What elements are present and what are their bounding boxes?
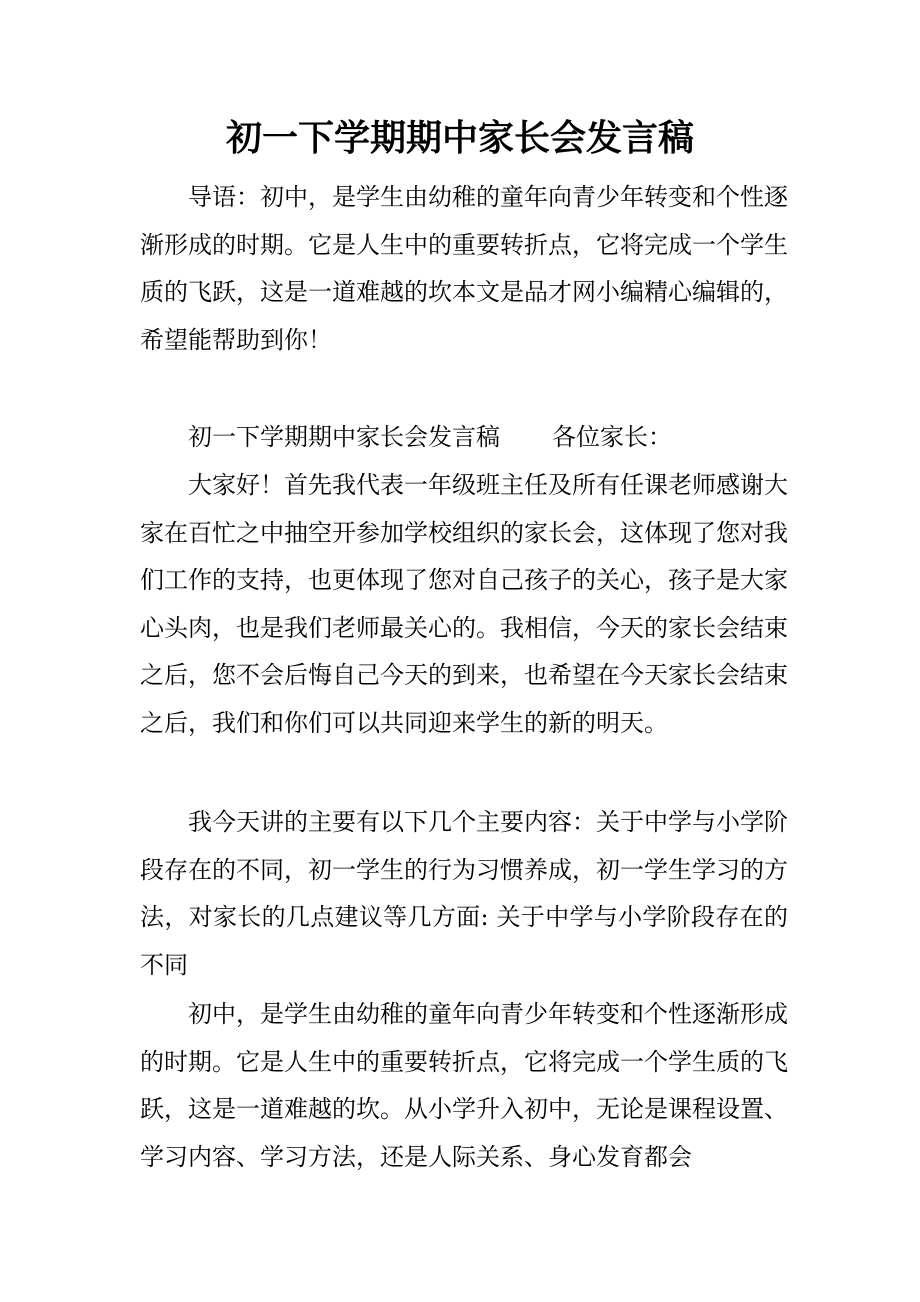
intro-paragraph: 导语：初中，是学生由幼稚的童年向青少年转变和个性逐渐形成的时期。它是人生中的重要转折点，它将完成一个学生质的飞跃，这是一道难越的坎本文是品才网小编精心编辑的，希望能帮助到你！ <box>140 183 788 354</box>
greeting-line <box>140 414 788 462</box>
greeting-title: 初一下学期期中家长会发言稿 <box>188 423 500 451</box>
body-paragraph-1: 大家好！首先我代表一年级班主任及所有任课老师感谢大家在百忙之中抽空开参加学校组织的家长会，这体现了您对我们工作的支持，也更体现了您对自己孩子的关心，孩子是大家心头肉，也是我们老师最关心的。我相信，今天的家长会结束之后，您不会后悔自己今天的到来，也希望在今天家长会结束之后，我们和你们可以共同迎来学生的新的明天。 <box>140 471 788 737</box>
document-title: 初一下学期期中家长会发言稿 <box>225 117 694 159</box>
body-paragraph-2: 我今天讲的主要有以下几个主要内容：关于中学与小学阶段存在的不同，初一学生的行为习惯养成，初一学生学习的方法，对家长的几点建议等几方面: 关于中学与小学阶段存在的不同 <box>140 808 788 979</box>
body-paragraph-3: 初中，是学生由幼稚的童年向青少年转变和个性逐渐形成的时期。它是人生中的重要转折点，它将完成一个学生质的飞跃，这是一道难越的坎。从小学升入初中，无论是课程设置、学习内容、学习方法，还是人际关系、身心发育都会 <box>140 1000 788 1171</box>
greeting-salutation: 各位家长： <box>552 423 672 451</box>
